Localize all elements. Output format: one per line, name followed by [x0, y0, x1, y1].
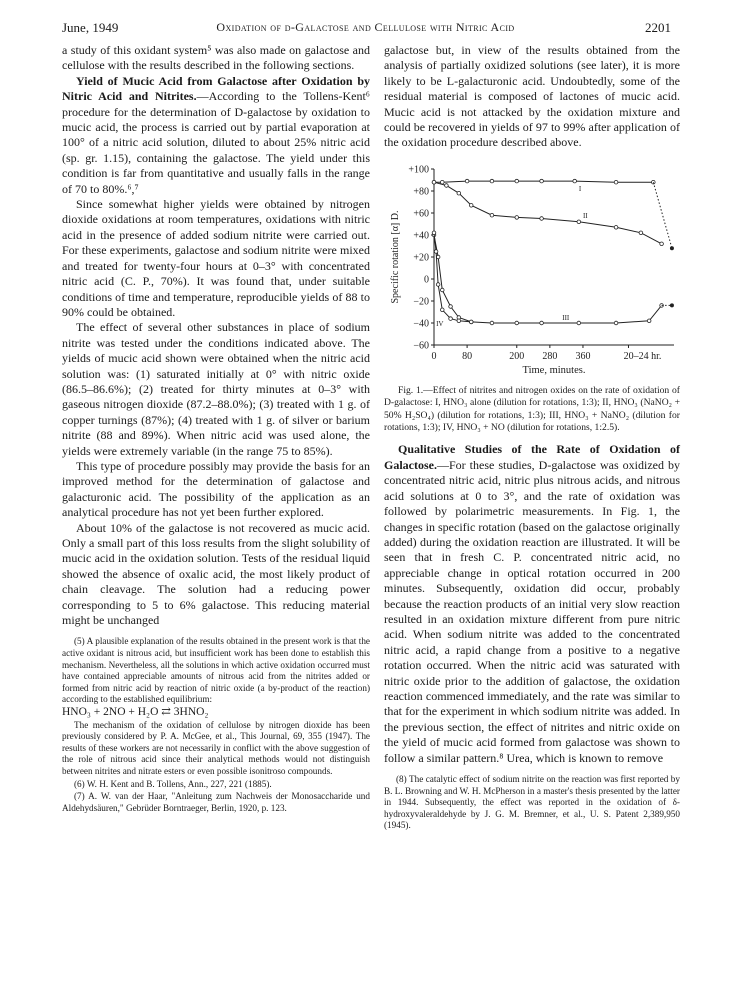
y-tick-label: +80 — [413, 186, 429, 198]
paragraph: This type of procedure possibly may provide the basis for an improved method for the determination of galactose and galacturonic acid. The possibility of the application as an analytical procedure has not yet been further explored. — [62, 458, 370, 520]
paragraph: About 10% of the galactose is not recovered as mucic acid. Only a small part of this loss results from the slight solubility of mucic acid in the oxidation solution. Tests of the residual liquid showed the absence of oxalic acid, the most likely product of chain cleavage. The solution had a reducing power corresponding to 5 to 6% galactose. This reducing material might be unchanged — [62, 520, 370, 628]
section-paragraph — [384, 442, 680, 766]
series-line-III — [434, 235, 662, 323]
data-point — [639, 231, 643, 235]
data-point — [614, 321, 618, 325]
section-text: —According to the Tollens-Kent⁶ procedure for the determination of D-galactose by oxidation to mucic acid, the process is carried out by partial evaporation at 100° of a nitric acid solution, diluted to about 25% nitric acid (sp. gr. 1.15), containing the galactose. The yield under this condition is far from quantitative and usually falls in the range of 70 to 80%.⁶,⁷ — [62, 89, 370, 196]
running-header — [0, 0, 731, 40]
footnote: (6) W. H. Kent and B. Tollens, Ann., 227, 221 (1885). — [74, 778, 272, 789]
data-point — [432, 180, 436, 184]
x-tick-label: 20–24 hr. — [623, 350, 662, 362]
data-point — [490, 321, 494, 325]
data-point — [515, 215, 519, 219]
x-tick-label: 280 — [542, 350, 558, 362]
header-date: June, 1949 — [62, 20, 119, 35]
y-tick-label: +100 — [408, 164, 429, 176]
y-tick-label: −60 — [413, 340, 429, 352]
data-point — [440, 288, 444, 292]
data-point — [469, 320, 473, 324]
data-point — [490, 213, 494, 217]
paragraph: The effect of several other substances in place of sodium nitrite was tested under the conditions indicated above. The yields of mucic acid shown were obtained when the nitric acid solution was: (1) saturated initially at 0° with nitric oxide (86.5–86.6%); (2) treated for thirty minutes at 0–3° with gaseous nitrogen dioxide (87.2–88.0%); (3) treated with 1 g. of copper turnings (87%); (4) treated with 1 g. of silver or barium nitrite (88 and 89%). When nitric acid was used alone, the yields were extremely variable (in the range 75 to 85%). — [62, 320, 370, 458]
footnotes — [384, 774, 680, 832]
data-point — [577, 220, 581, 224]
data-point — [457, 191, 461, 195]
x-tick-label: 360 — [575, 350, 591, 362]
data-point — [440, 308, 444, 312]
section-text: —For these studies, D-galactose was oxidized by concentrated nitric acid, nitric plus nitrous acids, and nitrous acid solutions at 0 to 3°, and the rate of oxidation was followed by polarimetric measurements. In Fig. 1, the changes in specific rotation (based on the galactose originally added) during the oxidation reaction are illustrated. It will be seen that in fresh C. P. concentrated nitric acid, no appreciable change in optical rotation occurred in 200 minutes. Subsequently, oxidation did occur, probably because the reaction products of an initial very slow reaction resulted in an oxidation mixture different from pure nitric acid. When sodium nitrite was added to the concentrated nitric acid, a rapid change from a positive to a negative rotation occurred. When the nitric acid was saturated with nitric oxide prior to the addition of galactose, the oxidation reaction commenced immediately, and the rate was similar to that for the experiment in which sodium nitrite was added. In the previous section, the effect of nitrites and nitric oxide on the yield of mucic acid formed from galactose was shown to follow a similar pattern.⁸ Urea, which is known to remove — [384, 457, 680, 765]
data-point — [434, 250, 438, 254]
y-tick-label: −40 — [413, 318, 429, 330]
y-tick-label: +20 — [413, 252, 429, 264]
y-tick-label: +40 — [413, 230, 429, 242]
data-point — [515, 321, 519, 325]
equation: HNO₃ + 2NO + H₂O ⇄ 3HNO₂ — [62, 706, 209, 718]
data-point — [647, 319, 651, 323]
data-point — [490, 179, 494, 183]
series-label: I — [578, 184, 582, 193]
y-tick-label: −20 — [413, 296, 429, 308]
right-column — [384, 43, 680, 832]
y-axis-label: Specific rotation [α] D. — [390, 210, 401, 304]
footnote: The mechanism of the oxidation of cellulose by nitrogen dioxide has been previously considered by P. A. McGee, et al., This Journal, 69, 355 (1947). The results of these workers are not necessarily in conflict with the above suggestion of the role of nitrous acid since their analytical methods would not distinguish between nitrites and nitrate esters or even possible isonitroso compounds. — [62, 719, 370, 776]
data-point — [445, 184, 449, 188]
data-point — [540, 217, 544, 221]
y-tick-label: +60 — [413, 208, 429, 220]
footnote: (7) A. W. van der Haar, "Anleitung zum Nachweis der Monosaccharide und Aldehydsäuren," Gebrüder Borntraeger, Berlin, 1920, p. 123. — [62, 791, 370, 813]
dotted-connector — [653, 182, 672, 248]
figure-1 — [384, 163, 680, 381]
series-label: II — [582, 211, 588, 220]
header-running-title: Oxidation of d-Galactose and Cellulose with Nitric Acid — [216, 20, 515, 34]
section-heading: Yield of Mucic Acid from Galactose after Oxidation by Nitric Acid and Nitrites. — [62, 73, 370, 104]
data-point — [469, 203, 473, 207]
data-point — [614, 180, 618, 184]
series-line-II — [434, 182, 662, 244]
footnote: (5) A plausible explanation of the results obtained in the present work is that the active oxidant is nitrous acid, but insufficient work has been done to establish this mechanism. Nevertheless, all the solutions in which active oxidation occurred must have contained appreciable amounts of nitrous acid from the nitrites added or formed from nitric acid by reaction of nitric oxide (a by-product of the reaction) according to the established equilibrium: — [62, 636, 370, 705]
footnote: (8) The catalytic effect of sodium nitrite on the reaction was first reported by B. L. Browning and W. H. McPherson in a master's thesis presented by the latter in 1944. Subsequently, the effect was reported in the oxidation of δ-hydroxyvaleraldehyde by J. G. M. Bremner, et al., U. S. Patent 2,389,950 (1945). — [384, 774, 680, 831]
x-tick-label: 200 — [509, 350, 525, 362]
x-tick-label: 80 — [462, 350, 473, 362]
data-point — [577, 321, 581, 325]
endpoint — [670, 303, 674, 307]
caption-text: Fig. 1.—Effect of nitrites and nitrogen oxides on the rate of oxidation of D-galactose: I, HNO₃ alone (dilution for rotations, 1:3); II, HNO₃ (NaNO₂ + 50% H₂SO₄) (dilution for rotations, 1:3); III, HNO₃ + NaNO₂ (dilution for rotations, 1:3); IV, HNO₃ + NO (dilution for rotations, 1:2.5). — [384, 384, 680, 434]
data-point — [540, 321, 544, 325]
data-point — [432, 231, 436, 235]
section-heading: Qualitative Studies of the Rate of Oxidation of Galactose. — [384, 442, 680, 472]
rotation-chart — [384, 163, 680, 381]
data-point — [436, 283, 440, 287]
data-point — [457, 319, 461, 323]
y-tick-label: 0 — [424, 274, 429, 286]
data-point — [515, 179, 519, 183]
data-point — [465, 179, 469, 183]
data-point — [440, 180, 444, 184]
series-label: III — [562, 313, 570, 322]
data-point — [614, 225, 618, 229]
paragraph: a study of this oxidant system⁵ was also made on galactose and cellulose with the results described in the following sections. — [62, 43, 370, 73]
figure-caption — [384, 385, 680, 435]
data-point — [449, 305, 453, 309]
x-axis-label: Time, minutes. — [522, 364, 586, 376]
data-point — [540, 179, 544, 183]
x-tick-label: 0 — [431, 350, 437, 362]
footnotes — [62, 636, 370, 814]
section-paragraph — [62, 74, 370, 197]
header-page-number: 2201 — [645, 20, 671, 35]
data-point — [449, 317, 453, 321]
endpoint — [670, 246, 674, 250]
data-point — [660, 242, 664, 246]
left-column — [62, 43, 370, 815]
series-label: IV — [436, 319, 444, 328]
data-point — [573, 179, 577, 183]
paragraph: Since somewhat higher yields were obtained by nitrogen dioxide oxidations at room temperatures, oxidations with nitric acid in the presence of added sodium nitrite were carried out. For these experiments, galactose and sodium nitrite were mixed and treated for twenty-four hours at 0–3° with concentrated nitric acid (C. P., 70%). It was found that, under suitable conditions of time and temperature, reproducible yields of 88 to 90% could be obtained. — [62, 197, 370, 319]
paragraph: galactose but, in view of the results obtained from the analysis of partially oxidized solutions (see later), it is more likely to be L-galacturonic acid. Undoubtedly, some of the residual material is composed of lactones of mucic acid. Mucic acid is not attacked by the oxidation mixture and could be recovered in yields of 97 to 99% after application of the oxidation procedure described above. — [384, 43, 680, 150]
